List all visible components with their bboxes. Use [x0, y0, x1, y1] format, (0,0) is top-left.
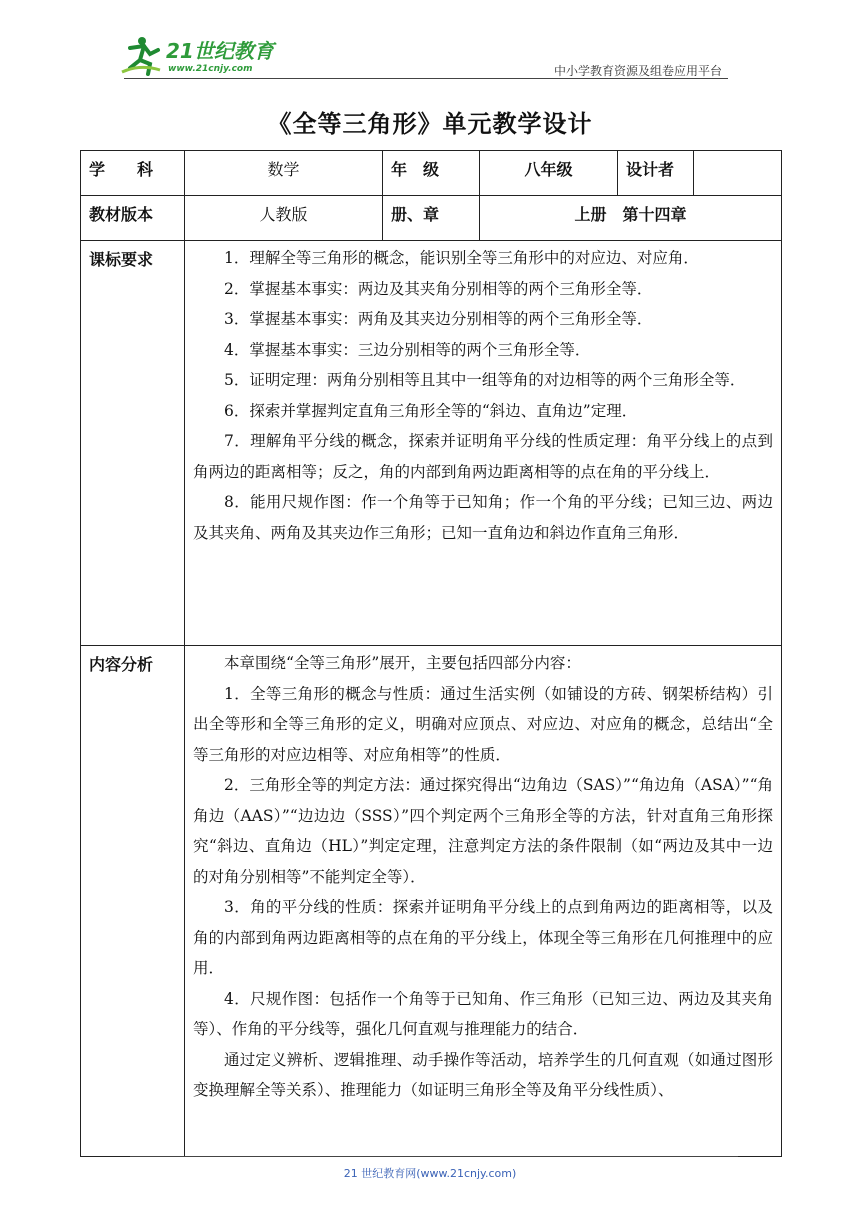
standards-item: 7．理解角平分线的概念，探索并证明角平分线的性质定理：角平分线上的点到角两边的距离相等；反之，角的内部到角两边距离相等的点在角的平分线上．: [193, 432, 773, 481]
design-table: [80, 150, 782, 1157]
volume-value: 上册 第十四章: [480, 196, 782, 241]
standards-item: 1．理解全等三角形的概念，能识别全等三角形中的对应边、对应角．: [224, 249, 699, 267]
site-logo: [120, 34, 290, 76]
footer-text: 21 世纪教育网(www.21cnjy.com): [343, 1167, 517, 1180]
standards-item: 4．掌握基本事实：三边分别相等的两个三角形全等．: [224, 340, 591, 359]
analysis-content: [185, 646, 782, 1157]
table-row-analysis: [81, 646, 782, 1157]
table-row-subject: [81, 151, 782, 196]
analysis-paragraph: 通过定义辨析、逻辑推理、动手操作等活动，培养学生的几何直观（如通过图形变换理解全等关系）、推理能力（如证明三角形全等及角平分线性质）、: [193, 1050, 773, 1099]
volume-label: 册、章: [383, 196, 480, 241]
standards-item: 3．掌握基本事实：两角及其夹边分别相等的两个三角形全等．: [224, 310, 653, 328]
edition-label: 教材版本: [81, 196, 185, 241]
table-row-edition: [81, 196, 782, 241]
standards-content: [185, 241, 782, 646]
analysis-list: [185, 648, 781, 1156]
footer-divider: [130, 1156, 738, 1157]
platform-slogan: 中小学教育资源及组卷应用平台: [553, 64, 722, 78]
analysis-paragraph: 4．尺规作图：包括作一个角等于已知角、作三角形（已知三边、两边及其夹角等）、作角的平分线等，强化几何直观与推理能力的结合．: [193, 989, 773, 1038]
standards-item: 2．掌握基本事实：两边及其夹角分别相等的两个三角形全等．: [224, 279, 653, 298]
standards-item: 5．证明定理：两角分别相等且其中一组等角的对边相等的两个三角形全等．: [224, 371, 746, 389]
designer-label: 设计者: [618, 151, 694, 196]
analysis-paragraph: 本章围绕“全等三角形”展开，主要包括四部分内容：: [224, 654, 581, 672]
document-title: 《全等三角形》单元教学设计: [267, 109, 593, 138]
table-row-standards: [81, 241, 782, 646]
standards-label: 课标要求: [81, 241, 185, 646]
designer-value: [694, 151, 782, 196]
standards-item: 6．探索并掌握判定直角三角形全等的“斜边、直角边”定理．: [224, 401, 638, 420]
svg-text:21世纪教育: 21世纪教育: [166, 39, 274, 63]
subject-value: 数学: [185, 151, 383, 196]
grade-value: 八年级: [480, 151, 618, 196]
edition-value: 人教版: [185, 196, 383, 241]
analysis-paragraph: 3．角的平分线的性质：探索并证明角平分线上的点到角两边的距离相等，以及角的内部到角两边距离相等的点在角的平分线上，体现全等三角形在几何推理中的应用．: [193, 898, 773, 977]
grade-label: 年 级: [383, 151, 480, 196]
standards-item: 8．能用尺规作图：作一个角等于已知角；作一个角的平分线；已知三边、两边及其夹角、两角及其夹边作三角形；已知一直角边和斜边作直角三角形．: [193, 493, 773, 542]
header-divider: [124, 78, 728, 79]
analysis-label: 内容分析: [81, 646, 185, 1157]
analysis-paragraph: 2．三角形全等的判定方法：通过探究得出“边角边（SAS）”“角边角（ASA）”“角角边（AAS）”“边边边（SSS）”四个判定两个三角形全等的方法，针对直角三角形探究“斜边、直角边（HL）”判定定理，注意判定方法的条件限制（如“两边及其中一边的对角分别相等”不能判定全等）．: [193, 776, 773, 886]
standards-list: [185, 243, 781, 548]
page-header: [0, 0, 860, 80]
analysis-paragraph: 1．全等三角形的概念与性质：通过生活实例（如铺设的方砖、钢架桥结构）引出全等形和全等三角形的定义，明确对应顶点、对应边、对应角的概念，总结出“全等三角形的对应边相等、对应角相等”的性质．: [193, 684, 773, 764]
svg-text:www.21cnjy.com: www.21cnjy.com: [168, 64, 253, 74]
runner-logo-icon: [120, 34, 290, 76]
subject-label: 学 科: [81, 151, 185, 196]
